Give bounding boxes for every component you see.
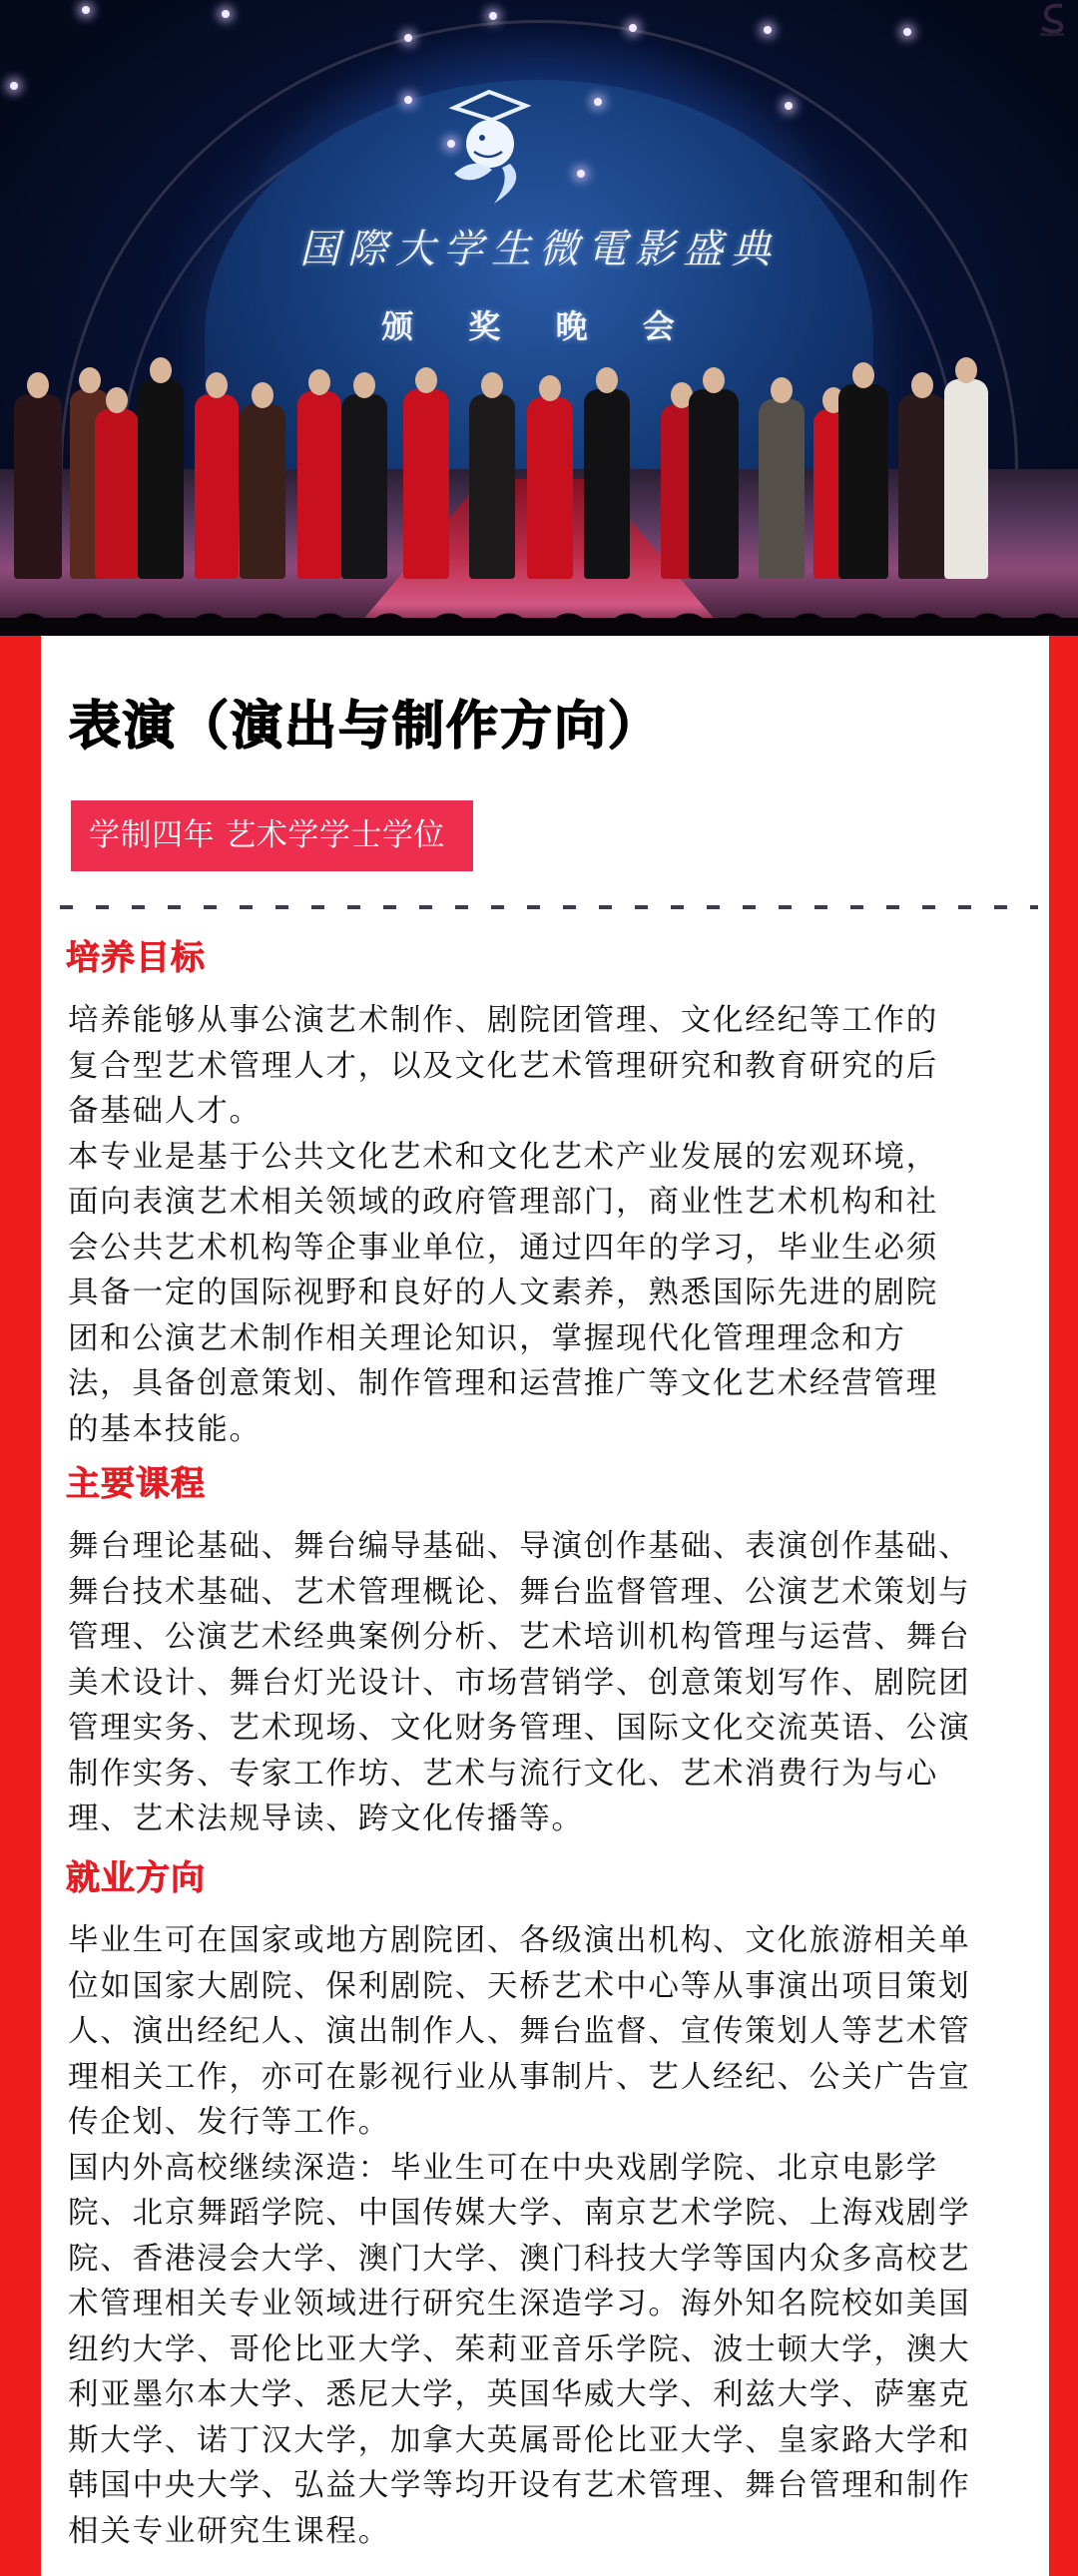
award-recipients-group xyxy=(0,359,1078,579)
person-silhouette xyxy=(297,391,341,579)
section-body-career-directions xyxy=(68,1918,1046,2554)
body-line: 理、艺术法规导读、跨文化传播等。 xyxy=(68,1802,584,1836)
person-silhouette xyxy=(759,399,805,579)
hero-stage-photo xyxy=(0,0,1078,636)
program-content-panel xyxy=(41,636,1049,2576)
body-line: 制作实务、专家工作坊、艺术与流行文化、艺术消费行为与心 xyxy=(68,1756,939,1792)
person-silhouette xyxy=(240,404,285,579)
section-heading-main-courses: 主要课程 xyxy=(66,1464,206,1504)
body-line: 复合型艺术管理人才，以及文化艺术管理研究和教育研究的后 xyxy=(68,1048,939,1084)
person-silhouette xyxy=(195,394,239,579)
stage-light-icon xyxy=(489,12,497,20)
body-line: 美术设计、舞台灯光设计、市场营销学、创意策划写作、剧院团 xyxy=(68,1665,971,1701)
stage-light-icon xyxy=(594,98,602,106)
person-silhouette xyxy=(838,384,888,579)
stage-light-icon xyxy=(903,28,911,36)
screen-event-title: 国際大学生微電影盛典 xyxy=(299,227,779,272)
body-line: 毕业生可在国家或地方剧院团、各级演出机构、文化旅游相关单 xyxy=(68,1923,971,1958)
body-line: 位如国家大剧院、保利剧院、天桥艺术中心等从事演出项目策划 xyxy=(68,1968,971,2004)
stage-light-icon xyxy=(404,34,412,42)
dashed-divider xyxy=(60,905,1038,909)
body-line: 的基本技能。 xyxy=(68,1411,262,1447)
body-line: 本专业是基于公共文化艺术和文化艺术产业发展的宏观环境， xyxy=(68,1139,939,1175)
body-line: 备基础人才。 xyxy=(68,1094,262,1129)
stage-light-icon xyxy=(764,26,772,34)
body-line: 团和公演艺术制作相关理论知识，掌握现代化管理理念和方 xyxy=(68,1320,906,1356)
stage-light-icon xyxy=(577,170,585,178)
screen-event-subtitle: 颁 奖 晚 会 xyxy=(381,307,697,345)
body-line: 纽约大学、哥伦比亚大学、茱莉亚音乐学院、波士顿大学，澳大 xyxy=(68,2331,971,2367)
person-silhouette xyxy=(944,379,988,579)
body-line: 培养能够从事公演艺术制作、剧院团管理、文化经纪等工作的 xyxy=(68,1003,939,1038)
body-line: 院、北京舞蹈学院、中国传媒大学、南京艺术学院、上海戏剧学 xyxy=(68,2196,971,2231)
stage-light-icon xyxy=(222,10,230,18)
body-line: 利亚墨尔本大学、悉尼大学，英国华威大学、利兹大学、萨塞克 xyxy=(68,2377,971,2412)
section-heading-training-goals: 培养目标 xyxy=(66,938,206,978)
body-line: 管理实务、艺术现场、文化财务管理、国际文化交流英语、公演 xyxy=(68,1711,971,1746)
person-silhouette xyxy=(898,394,946,579)
audience-foreground xyxy=(0,618,1078,636)
body-line: 舞台理论基础、舞台编导基础、导演创作基础、表演创作基础、 xyxy=(68,1529,971,1564)
body-line: 管理、公演艺术经典案例分析、艺术培训机构管理与运营、舞台 xyxy=(68,1620,971,1655)
degree-badge: 学制四年 艺术学学士学位 xyxy=(71,800,473,871)
body-line: 具备一定的国际视野和良好的人文素养，熟悉国际先进的剧院 xyxy=(68,1276,939,1310)
festival-logo-icon xyxy=(444,86,534,206)
stage-light-icon xyxy=(785,102,793,110)
person-silhouette xyxy=(469,394,515,579)
body-line: 国内外高校继续深造：毕业生可在中央戏剧学院、北京电影学 xyxy=(68,2150,939,2186)
person-silhouette xyxy=(689,389,739,579)
watermark-logo-icon xyxy=(1032,2,1072,38)
person-silhouette xyxy=(95,409,139,579)
body-line: 法，具备创意策划、制作管理和运营推广等文化艺术经营管理 xyxy=(68,1366,939,1401)
body-line: 术管理相关专业领域进行研究生深造学习。海外知名院校如美国 xyxy=(68,2287,971,2321)
person-silhouette xyxy=(584,389,630,579)
stage-light-icon xyxy=(629,24,637,32)
section-body-main-courses xyxy=(68,1524,1046,1842)
stage-light-icon xyxy=(404,96,412,104)
body-line: 会公共艺术机构等企事业单位，通过四年的学习，毕业生必须 xyxy=(68,1230,939,1266)
person-silhouette xyxy=(138,379,184,579)
body-line: 理相关工作，亦可在影视行业从事制片、艺人经纪、公关广告宣 xyxy=(68,2059,971,2095)
person-silhouette xyxy=(14,394,62,579)
stage-light-icon xyxy=(10,82,18,90)
body-line: 院、香港浸会大学、澳门大学、澳门科技大学等国内众多高校艺 xyxy=(68,2241,971,2277)
section-body-training-goals xyxy=(68,998,1046,1452)
body-line: 舞台技术基础、艺术管理概论、舞台监督管理、公演艺术策划与 xyxy=(68,1574,971,1610)
person-silhouette xyxy=(403,389,449,579)
body-line: 斯大学、诺丁汉大学，加拿大英属哥伦比亚大学、皇家路大学和 xyxy=(68,2422,971,2458)
body-line: 韩国中央大学、弘益大学等均开设有艺术管理、舞台管理和制作 xyxy=(68,2468,971,2503)
person-silhouette xyxy=(341,394,387,579)
body-line: 相关专业研究生课程。 xyxy=(68,2513,390,2549)
body-line: 传企划、发行等工作。 xyxy=(68,2105,390,2140)
body-line: 面向表演艺术相关领域的政府管理部门，商业性艺术机构和社 xyxy=(68,1185,939,1220)
stage-light-icon xyxy=(82,6,90,14)
page-title: 表演（演出与制作方向） xyxy=(69,697,663,757)
red-frame-left xyxy=(0,636,41,2576)
person-silhouette xyxy=(527,397,573,579)
body-line: 人、演出经纪人、演出制作人、舞台监督、宣传策划人等艺术管 xyxy=(68,2014,971,2049)
red-frame-right xyxy=(1049,636,1078,2576)
section-heading-career-directions: 就业方向 xyxy=(66,1858,206,1898)
